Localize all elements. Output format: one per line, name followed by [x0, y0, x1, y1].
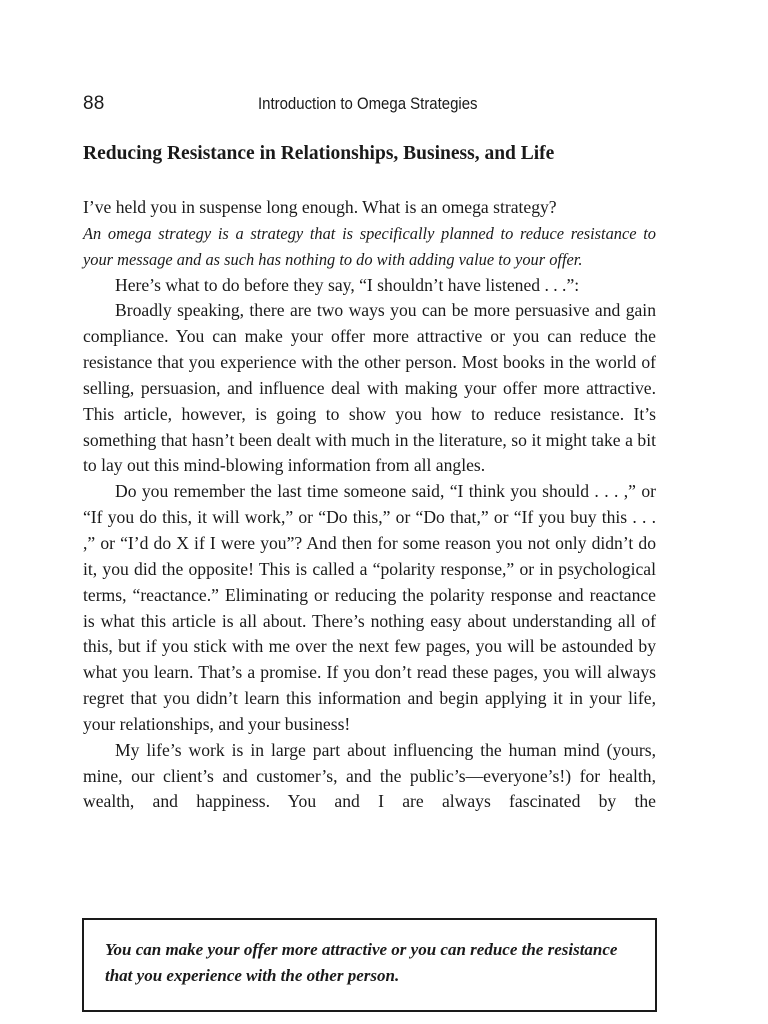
question-paragraph: I’ve held you in suspense long enough. What is an omega strategy? — [83, 197, 557, 217]
intro-paragraph: Here’s what to do before they say, “I shouldn’t have listened . . .”: — [115, 274, 580, 295]
body-text — [83, 195, 656, 815]
pull-quote-box — [82, 918, 657, 1012]
pull-quote-text: You can make your offer more attractive or you can reduce the resistance that you experience with the other person. — [105, 940, 618, 985]
running-title: Introduction to Omega Strategies — [258, 94, 478, 113]
running-head — [83, 93, 656, 117]
body-paragraph-3: My life’s work is in large part about influencing the human mind (yours, mine, our client’s and customer’s, and the public’s—everyone’s!) for health, wealth, and happiness. You and I are always fascinated by the — [83, 739, 656, 812]
body-paragraph-2: Do you remember the last time someone said, “I think you should . . . ,” or “If you do this, it will work,” or “Do this,” or “Do that,” or “If you buy this . . . ,” or “I’d do X if I were you”? And then for some reason you not only didn’t do it, you did the opposite! This is called a “polarity response,” or in psychological terms, “reactance.” Eliminating or reducing the polarity response and reactance is what this article is all about. There’s nothing easy about understanding all of this, but if you stick with me over the next few pages, you will be astounded by what you learn. That’s a promise. If you don’t read these pages, you will always regret that you didn’t learn this information and begin applying it in your life, your relationships, and your business! — [83, 481, 656, 734]
body-paragraph-1: Broadly speaking, there are two ways you can be more persuasive and gain compliance. You can make your offer more attractive or you can reduce the resistance that you experience with the other person. Most books in the world of selling, persuasion, and influence deal with making your offer more attractive. This article, however, is going to show you how to reduce resistance. It’s something that hasn’t been dealt with much in the literature, so it might take a bit to lay out this mind-blowing information from all angles. — [83, 300, 656, 476]
definition-paragraph: An omega strategy is a strategy that is specifically planned to reduce resistance to your message and as such has nothing to do with adding value to your offer. — [83, 223, 656, 269]
section-heading: Reducing Resistance in Relationships, Business, and Life — [83, 143, 555, 164]
page-number: 88 — [83, 93, 105, 114]
